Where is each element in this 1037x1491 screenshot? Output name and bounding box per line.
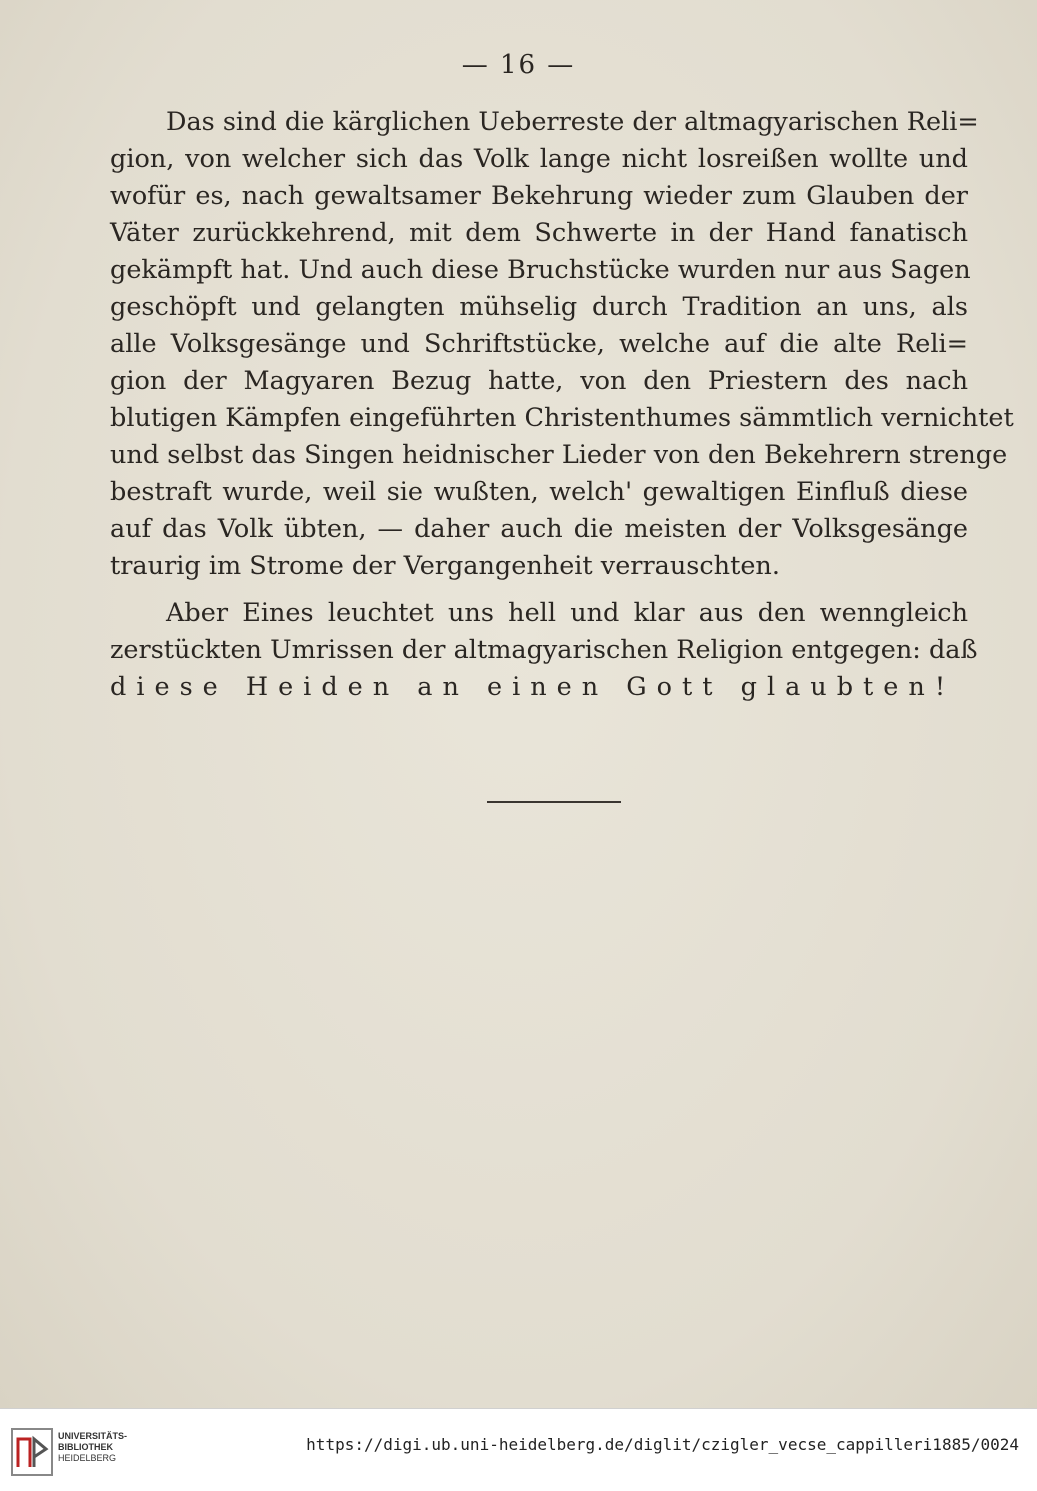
page-number: — 16 — <box>461 50 576 80</box>
text-line: Aber Eines leuchtet uns hell und klar aus den wenngleich <box>166 598 968 628</box>
library-name-line: BIBLIOTHEK <box>58 1442 113 1452</box>
text-line: gekämpft hat. Und auch diese Bruchstücke wurden nur aus Sagen <box>110 255 971 285</box>
library-logo-icon <box>10 1427 54 1477</box>
footer-bar <box>0 1408 1037 1491</box>
text-line-emphasized: diese Heiden an einen Gott glaubten! <box>110 672 956 702</box>
text-line: gion der Magyaren Bezug hatte, von den Priestern des nach <box>110 366 968 396</box>
text-line: alle Volksgesänge und Schriftstücke, welche auf die alte Reli= <box>110 329 968 359</box>
text-line: und selbst das Singen heidnischer Lieder von den Bekehrern strenge <box>110 440 1008 470</box>
text-line: blutigen Kämpfen eingeführten Christenthumes sämmtlich vernichtet <box>110 403 1014 433</box>
text-line: auf das Volk übten, — daher auch die meisten der Volksgesänge <box>110 514 968 544</box>
library-name-line: HEIDELBERG <box>58 1453 117 1463</box>
library-name-line: UNIVERSITÄTS- <box>58 1431 128 1441</box>
text-line: gion, von welcher sich das Volk lange nicht losreißen wollte und <box>110 144 968 174</box>
paragraph-2 <box>110 595 978 706</box>
section-divider <box>487 801 621 803</box>
body-text <box>110 104 1014 716</box>
text-line: bestraft wurde, weil sie wußten, welch' gewaltigen Einfluß diese <box>110 477 968 507</box>
text-line: wofür es, nach gewaltsamer Bekehrung wieder zum Glauben der <box>110 181 968 211</box>
text-line: geschöpft und gelangten mühselig durch Tradition an uns, als <box>110 292 968 322</box>
paragraph-1 <box>110 104 1014 585</box>
text-line: Das sind die kärglichen Ueberreste der altmagyarischen Reli= <box>166 107 979 137</box>
text-line: traurig im Strome der Vergangenheit verrauschten. <box>110 551 780 581</box>
text-line: Väter zurückkehrend, mit dem Schwerte in der Hand fanatisch <box>110 218 968 248</box>
text-line: zerstückten Umrissen der altmagyarischen Religion entgegen: daß <box>110 635 978 665</box>
library-name <box>58 1431 127 1464</box>
source-url[interactable]: https://digi.ub.uni-heidelberg.de/diglit/czigler_vecse_cappilleri1885/0024 <box>306 1435 1019 1454</box>
